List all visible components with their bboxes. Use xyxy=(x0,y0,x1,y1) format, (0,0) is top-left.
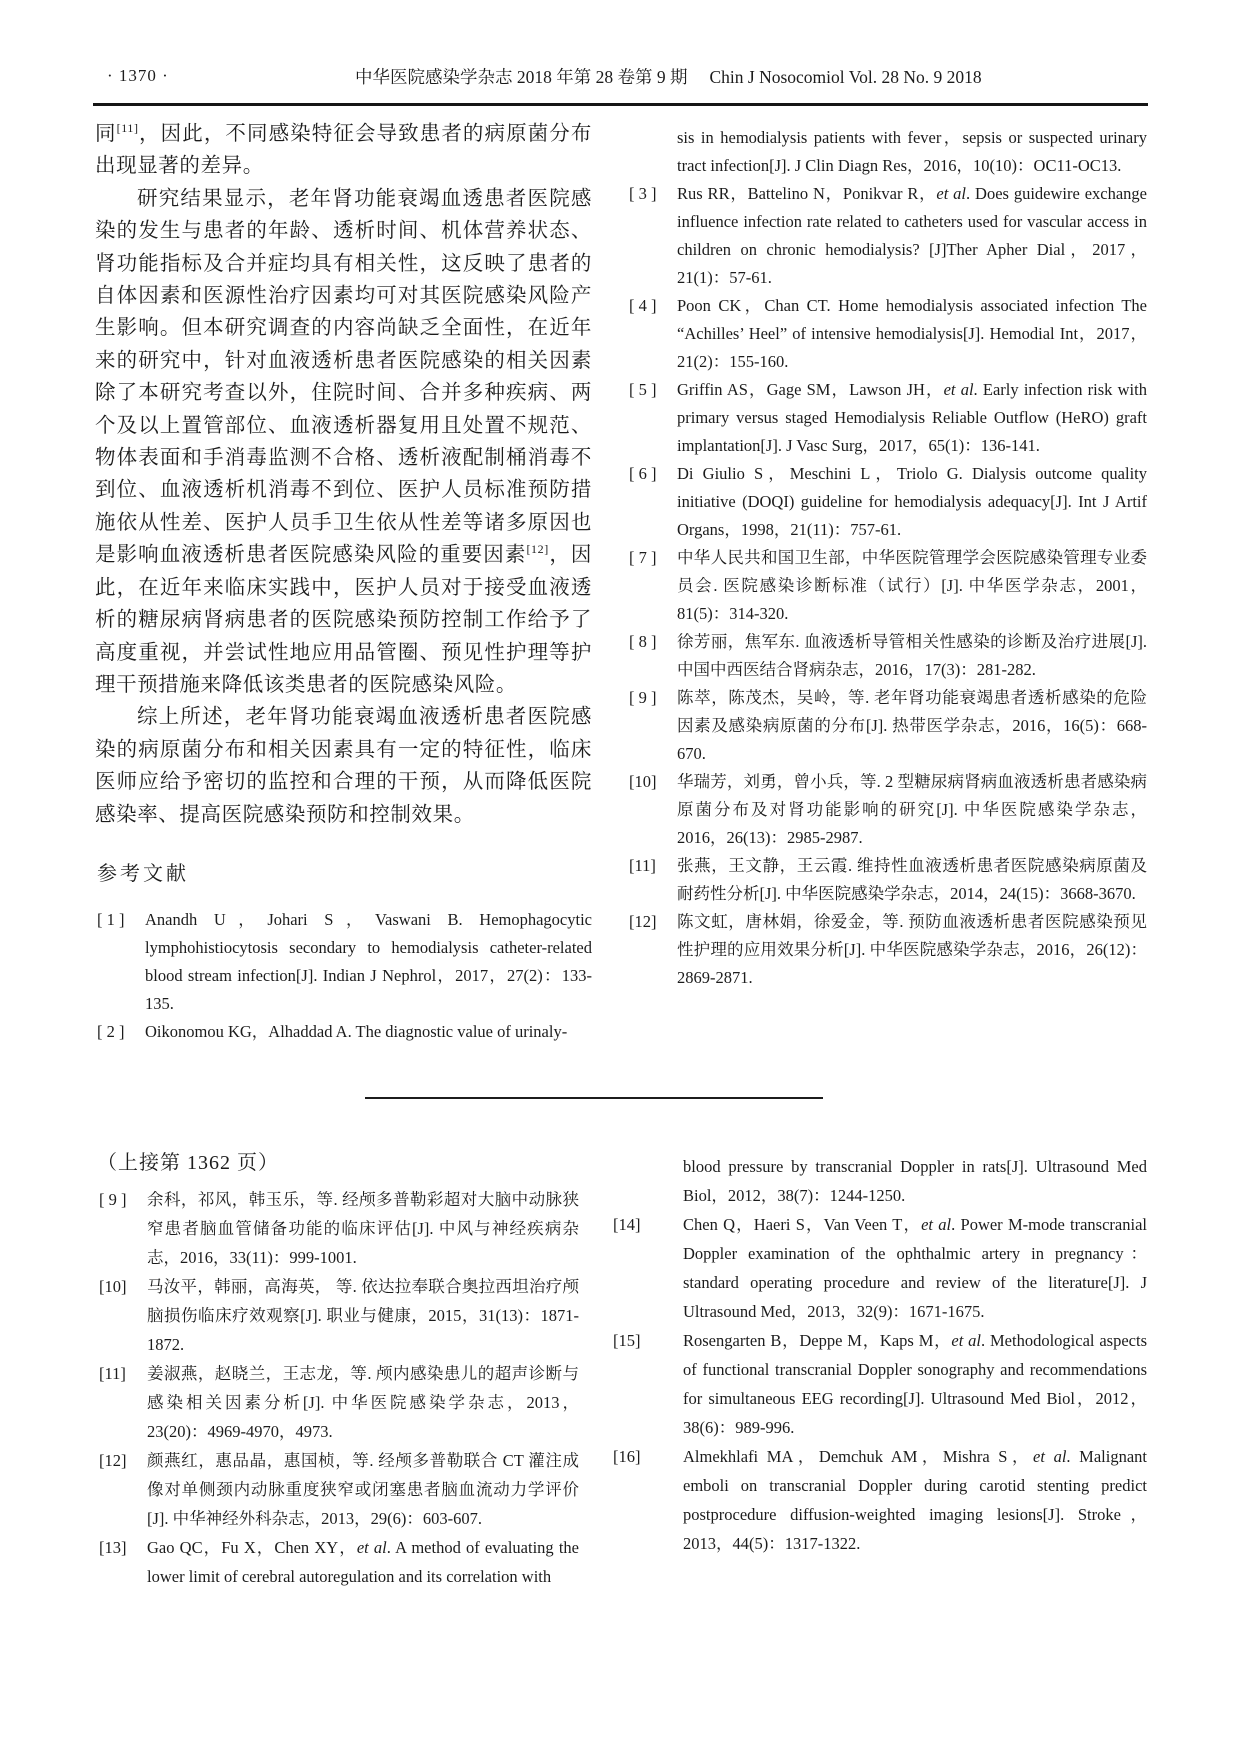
reference-item xyxy=(97,1446,579,1533)
reference-item xyxy=(613,1326,1147,1442)
reference-item xyxy=(627,292,1147,376)
reference-text: 华瑞芳，刘勇，曾小兵，等. 2 型糖尿病肾病血液透析患者感染病原菌分布及对肾功能影响的研究[J]. 中华医院感染学杂志，2016，26(13)：2985-2987. xyxy=(677,772,1147,847)
body-paragraph: 研究结果显示，老年肾功能衰竭血透患者医院感染的发生与患者的年龄、透析时间、机体营养状态、肾功能指标及合并症均具有相关性，这反映了患者的自体因素和医源性治疗因素均可对其医院感染风险产生影响。但本研究调查的内容尚缺乏全面性，在近年来的研究中，针对血液透析患者医院感染的相关因素除了本研究考查以外，住院时间、合并多种疾病、两个及以上置管部位、血液透析器复用且处置不规范、物体表面和手消毒监测不合格、透析液配制桶消毒不到位、血液透析机消毒不到位、医护人员标准预防措施依从性差、医护人员手卫生依从性差等诸多原因也是影响血液透析患者医院感染风险的重要因素[12]，因此，在近年来临床实践中，医护人员对于接受血液透析的糖尿病肾病患者的医院感染预防控制工作给予了高度重视，并尝试性地应用品管圈、预见性护理等护理干预措施来降低该类患者的医院感染风险。 xyxy=(95,187,593,696)
reference-item xyxy=(95,1018,592,1046)
article2-left-column xyxy=(97,1146,579,1591)
reference-number: [12] xyxy=(629,912,657,931)
page-number: · 1370 · xyxy=(107,66,169,85)
reference-item xyxy=(627,768,1147,852)
reference-item xyxy=(95,906,592,1018)
reference-text: 中华人民共和国卫生部，中华医院管理学会医院感染管理专业委员会. 医院感染诊断标准（试行）[J]. 中华医学杂志，2001，81(5)：314-320. xyxy=(677,548,1147,623)
reference-number: [14] xyxy=(613,1215,641,1234)
reference-text: Almekhlafi MA，Demchuk AM，Mishra S，et al. Malignant emboli on transcranial Doppler during carotid stenting predict postprocedure diffusion-weighted imaging lesions[J]. Stroke，2013，44(5)：1317-1322. xyxy=(683,1447,1147,1553)
reference-continuation xyxy=(613,1152,1147,1210)
reference-text: 徐芳丽，焦军东. 血液透析导管相关性感染的诊断及治疗进展[J]. 中国中西医结合肾病杂志，2016，17(3)：281-282. xyxy=(677,632,1147,679)
reference-number: [11] xyxy=(99,1364,126,1383)
body-paragraph: 综上所述，老年肾功能衰竭血液透析患者医院感染的病原菌分布和相关因素具有一定的特征性，临床医师应给予密切的监控和合理的干预，从而降低医院感染率、提高医院感染预防和控制效果。 xyxy=(95,706,592,826)
reference-item xyxy=(613,1442,1147,1558)
reference-text: Oikonomou KG，Alhaddad A. The diagnostic value of urinaly- xyxy=(145,1021,568,1041)
reference-item xyxy=(627,460,1147,544)
article2-references-right xyxy=(613,1152,1147,1558)
reference-number: [ 1 ] xyxy=(97,909,125,929)
reference-number: [13] xyxy=(99,1538,127,1557)
reference-number: [ 3 ] xyxy=(629,184,657,203)
reference-text: Rosengarten B，Deppe M，Kaps M，et al. Methodological aspects of functional transcranial Doppler sonography and recommendations for simultaneous EEG recording[J]. Ultrasound Med Biol，2012，38(6)：989-996. xyxy=(683,1331,1147,1437)
reference-item xyxy=(627,852,1147,908)
article2-references-left xyxy=(97,1185,579,1591)
reference-number: [11] xyxy=(629,856,656,875)
reference-text: Chen Q，Haeri S，Van Veen T，et al. Power M-mode transcranial Doppler examination of the ophthalmic artery in pregnancy：standard operating procedure and review of the literature[J]. J Ultrasound Med，2013，32(9)：1671-1675. xyxy=(683,1215,1147,1321)
reference-number: [15] xyxy=(613,1331,641,1350)
article1-right-column xyxy=(627,124,1147,992)
reference-item xyxy=(97,1359,579,1446)
reference-item xyxy=(627,684,1147,768)
reference-number: [ 9 ] xyxy=(629,688,657,707)
citation-superscript: [11] xyxy=(116,121,139,136)
reference-number: [16] xyxy=(613,1447,641,1466)
journal-title-zh: 中华医院感染学杂志 2018 年第 28 卷第 9 期 xyxy=(355,67,688,87)
journal-title-en: Chin J Nosocomiol Vol. 28 No. 9 2018 xyxy=(709,67,982,87)
reference-item xyxy=(97,1272,579,1359)
reference-number: [12] xyxy=(99,1451,127,1470)
reference-text: 余科，祁风，韩玉乐，等. 经颅多普勒彩超对大脑中动脉狭窄患者脑血管储备功能的临床评估[J]. 中风与神经疾病杂志，2016，33(11)：999-1001. xyxy=(147,1190,579,1267)
continued-from-note: （上接第 1362 页） xyxy=(97,1152,279,1174)
reference-continuation xyxy=(627,124,1147,180)
reference-text: Gao QC，Fu X，Chen XY，et al. A method of evaluating the lower limit of cerebral autoregulation and its correlation with xyxy=(147,1538,579,1586)
article2-right-column xyxy=(613,1152,1147,1558)
reference-item xyxy=(627,376,1147,460)
reference-number: [ 2 ] xyxy=(97,1021,125,1041)
references-heading: 参考文献 xyxy=(97,862,189,885)
reference-number: [10] xyxy=(99,1277,127,1296)
article1-references-right xyxy=(627,124,1147,992)
reference-item xyxy=(97,1185,579,1272)
reference-text: Di Giulio S，Meschini L，Triolo G. Dialysis outcome quality initiative (DOQI) guideline for hemodialysis adequacy[J]. Int J Artif Organs，1998，21(11)：757-61. xyxy=(677,464,1147,539)
reference-number: [ 9 ] xyxy=(99,1190,127,1209)
reference-number: [ 7 ] xyxy=(629,548,657,567)
reference-text: 颜燕红，惠品晶，惠国桢，等. 经颅多普勒联合 CT 灌注成像对单侧颈内动脉重度狭窄或闭塞患者脑血流动力学评价[J]. 中华神经外科杂志，2013，29(6)：603-607. xyxy=(147,1451,579,1528)
reference-item xyxy=(627,628,1147,684)
reference-item xyxy=(613,1210,1147,1326)
article1-left-column xyxy=(95,118,592,1046)
reference-text: sis in hemodialysis patients with fever，sepsis or suspected urinary tract infection[J]. J Clin Diagn Res，2016，10(10)：OC11-OC13. xyxy=(677,128,1147,175)
header-rule xyxy=(93,103,1148,106)
reference-number: [ 6 ] xyxy=(629,464,657,483)
body-paragraph: 同[11]，因此，不同感染特征会导致患者的病原菌分布出现显著的差异。 xyxy=(95,121,592,178)
reference-number: [ 4 ] xyxy=(629,296,657,315)
reference-text: Rus RR，Battelino N，Ponikvar R，et al. Does guidewire exchange influence infection rate related to catheters used for vascular access in children on chronic hemodialysis? [J]Ther Apher Dial，2017，21(1)：57-61. xyxy=(677,184,1147,287)
reference-item xyxy=(627,544,1147,628)
reference-text: Poon CK，Chan CT. Home hemodialysis associated infection The “Achilles’ Heel” of intensive hemodialysis[J]. Hemodial Int，2017，21(2)：155-160. xyxy=(677,296,1147,371)
reference-item xyxy=(97,1533,579,1591)
reference-text: 陈文虹，唐林娟，徐爱金，等. 预防血液透析患者医院感染预见性护理的应用效果分析[J]. 中华医院感染学杂志，2016，26(12)：2869-2871. xyxy=(677,912,1147,987)
reference-number: [ 8 ] xyxy=(629,632,657,651)
reference-item xyxy=(627,180,1147,292)
reference-text: 陈萃，陈茂杰，吴岭，等. 老年肾功能衰竭患者透析感染的危险因素及感染病原菌的分布[J]. 热带医学杂志，2016，16(5)：668-670. xyxy=(677,688,1147,763)
reference-item xyxy=(627,908,1147,992)
citation-superscript: [12] xyxy=(526,542,549,557)
article1-references-left xyxy=(95,906,592,1046)
article1-body xyxy=(95,118,592,831)
reference-text: 马汝平，韩丽，高海英， 等. 依达拉奉联合奥拉西坦治疗颅脑损伤临床疗效观察[J]. 职业与健康，2015，31(13)：1871-1872. xyxy=(147,1277,579,1354)
reference-text: Griffin AS，Gage SM，Lawson JH，et al. Early infection risk with primary versus staged Hemodialysis Reliable Outflow (HeRO) graft implantation[J]. J Vasc Surg，2017，65(1)：136-141. xyxy=(677,380,1147,455)
reference-number: [ 5 ] xyxy=(629,380,657,399)
reference-text: 姜淑燕，赵晓兰，王志龙，等. 颅内感染患儿的超声诊断与感染相关因素分析[J]. 中华医院感染学杂志，2013，23(20)：4969-4970，4973. xyxy=(147,1364,579,1441)
journal-header-line xyxy=(355,64,982,89)
article-divider xyxy=(365,1097,823,1099)
reference-number: [10] xyxy=(629,772,657,791)
reference-text: blood pressure by transcranial Doppler in rats[J]. Ultrasound Med Biol，2012，38(7)：1244-1250. xyxy=(683,1157,1147,1205)
reference-text: Anandh U，Johari S，Vaswani B. Hemophagocytic lymphohistiocytosis secondary to hemodialysis catheter-related blood stream infection[J]. Indian J Nephrol，2017，27(2)：133-135. xyxy=(145,909,592,1013)
reference-text: 张燕，王文静，王云霞. 维持性血液透析患者医院感染病原菌及耐药性分析[J]. 中华医院感染学杂志，2014，24(15)：3668-3670. xyxy=(677,856,1147,903)
